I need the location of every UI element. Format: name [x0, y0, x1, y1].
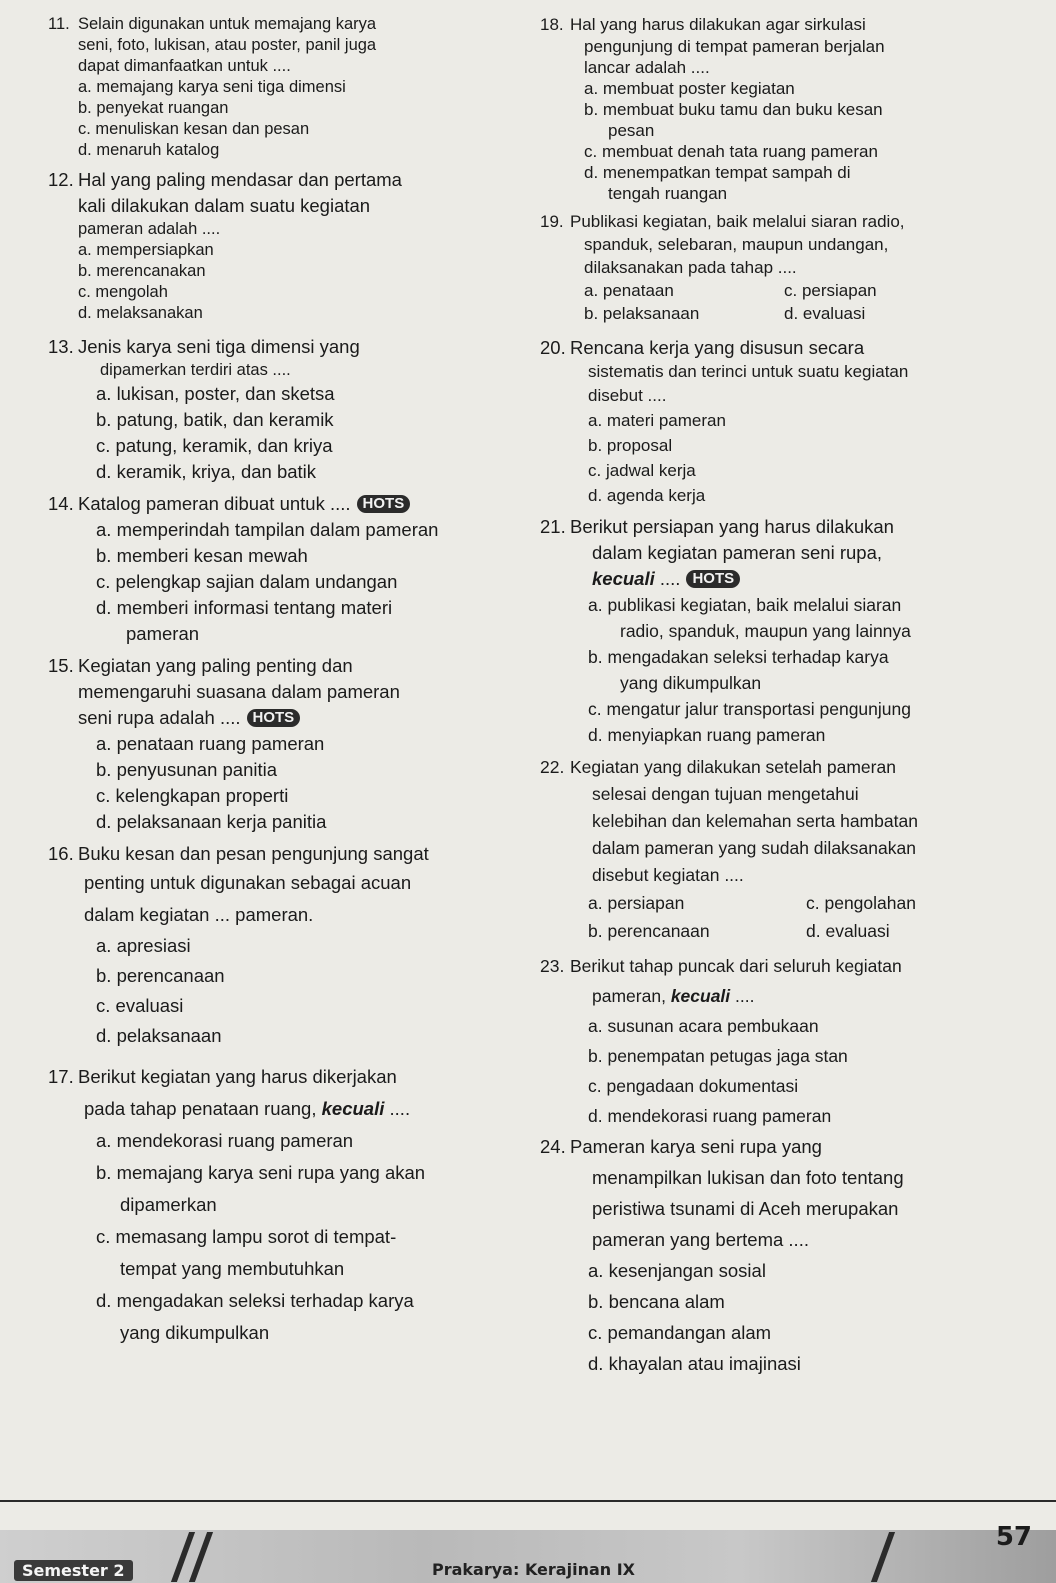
question-13	[48, 334, 518, 485]
question-text: pada tahap penataan ruang,	[84, 1098, 317, 1119]
question-number: 22.	[540, 757, 565, 777]
option-a: a. penataan	[584, 281, 674, 300]
question-text: peristiwa tsunami di Aceh merupakan	[592, 1198, 899, 1219]
question-text: Publikasi kegiatan, baik melalui siaran radio,	[570, 212, 905, 231]
question-number: 21.	[540, 516, 566, 537]
question-text: seni, foto, lukisan, atau poster, panil juga	[78, 36, 377, 54]
option-c: c. pelengkap sajian dalam undangan	[96, 571, 398, 592]
question-21	[540, 514, 1040, 748]
question-text: Berikut tahap puncak dari seluruh kegiatan	[570, 956, 902, 976]
option-c: c. pemandangan alam	[588, 1322, 772, 1343]
emphasis-kecuali: kecuali	[670, 986, 731, 1006]
hots-badge: HOTS	[247, 709, 301, 727]
option-d: d. memberi informasi tentang materi	[96, 597, 393, 618]
options-row-1	[540, 279, 1040, 302]
question-number: 18.	[540, 15, 564, 34]
option-a: a. penataan ruang pameran	[96, 733, 325, 754]
option-b: b. penyusunan panitia	[96, 759, 278, 780]
question-text: menampilkan lukisan dan foto tentang	[592, 1167, 904, 1188]
question-text: Berikut persiapan yang harus dilakukan	[570, 516, 894, 537]
emphasis-kecuali: kecuali	[321, 1098, 385, 1119]
question-text: dipamerkan terdiri atas ....	[100, 361, 291, 379]
option-b: b. mengadakan seleksi terhadap karya	[588, 647, 889, 667]
question-14	[48, 491, 518, 647]
option-b-continued: yang dikumpulkan	[620, 673, 762, 693]
option-c: c. mengatur jalur transportasi pengunjung	[588, 699, 911, 719]
question-text: dilaksanakan pada tahap ....	[584, 258, 797, 277]
option-d: d. agenda kerja	[588, 486, 706, 505]
option-c: c. mengolah	[78, 283, 168, 301]
question-text: Jenis karya seni tiga dimensi yang	[78, 336, 360, 357]
question-17	[48, 1061, 518, 1349]
option-c: c. pengolahan	[806, 893, 916, 913]
option-a: a. susunan acara pembukaan	[588, 1016, 819, 1036]
page-footer	[0, 1500, 1056, 1583]
question-text: Katalog pameran dibuat untuk ....	[78, 493, 351, 514]
option-a: a. membuat poster kegiatan	[584, 79, 795, 98]
option-c-continued: tempat yang membutuhkan	[120, 1258, 345, 1279]
question-number: 14.	[48, 493, 74, 514]
question-text: Berikut kegiatan yang harus dikerjakan	[78, 1066, 397, 1087]
option-d: d. pelaksanaan kerja panitia	[96, 811, 327, 832]
question-20	[540, 335, 1040, 508]
question-text: Hal yang paling mendasar dan pertama	[78, 169, 402, 190]
question-23	[540, 951, 1040, 1131]
question-22	[540, 754, 1040, 945]
option-b: b. membuat buku tamu dan buku kesan	[584, 100, 883, 119]
option-b: b. memberi kesan mewah	[96, 545, 308, 566]
option-c: c. pengadaan dokumentasi	[588, 1076, 799, 1096]
option-b: b. perencanaan	[96, 965, 225, 986]
option-d: d. menaruh katalog	[78, 141, 220, 159]
option-d-continued: tengah ruangan	[608, 184, 728, 203]
question-number: 23.	[540, 956, 565, 976]
option-a: a. persiapan	[588, 893, 685, 913]
option-d: d. mengadakan seleksi terhadap karya	[96, 1290, 414, 1311]
question-text: seni rupa adalah ....	[78, 707, 241, 728]
option-d: d. evaluasi	[806, 921, 890, 941]
question-number: 11.	[48, 15, 70, 33]
option-d: d. keramik, kriya, dan batik	[96, 461, 317, 482]
question-15	[48, 653, 518, 835]
option-b: b. merencanakan	[78, 262, 206, 280]
question-text: Pameran karya seni rupa yang	[570, 1136, 822, 1157]
question-number: 16.	[48, 843, 74, 864]
question-16	[48, 841, 518, 1051]
question-text: Selain digunakan untuk memajang karya	[78, 15, 377, 33]
option-d-continued: pameran	[126, 623, 200, 644]
option-b: b. penempatan petugas jaga stan	[588, 1046, 848, 1066]
option-c: c. patung, keramik, dan kriya	[96, 435, 333, 456]
option-d: d. mendekorasi ruang pameran	[588, 1106, 832, 1126]
question-text: Rencana kerja yang disusun secara	[570, 337, 865, 358]
option-b-continued: dipamerkan	[120, 1194, 217, 1215]
question-number: 12.	[48, 169, 74, 190]
question-text: penting untuk digunakan sebagai acuan	[84, 872, 412, 893]
options-row-2	[540, 302, 1040, 325]
question-text: spanduk, selebaran, maupun undangan,	[584, 235, 889, 254]
footer-divider	[0, 1500, 1056, 1502]
option-b-continued: pesan	[608, 121, 655, 140]
question-text: Kegiatan yang dilakukan setelah pameran	[570, 757, 896, 777]
question-text: dalam pameran yang sudah dilaksanakan	[592, 838, 916, 858]
question-text: lancar adalah ....	[584, 58, 710, 77]
question-18	[540, 14, 1040, 204]
question-text: Kegiatan yang paling penting dan	[78, 655, 353, 676]
option-d: d. menempatkan tempat sampah di	[584, 163, 851, 182]
option-a-continued: radio, spanduk, maupun yang lainnya	[620, 621, 911, 641]
question-number: 13.	[48, 336, 74, 357]
semester-label: Semester 2	[14, 1560, 133, 1581]
question-text: kelebihan dan kelemahan serta hambatan	[592, 811, 918, 831]
option-a: a. apresiasi	[96, 935, 191, 956]
question-text: kali dilakukan dalam suatu kegiatan	[78, 195, 371, 216]
question-number: 19.	[540, 212, 564, 231]
option-a: a. mendekorasi ruang pameran	[96, 1130, 354, 1151]
option-d-continued: yang dikumpulkan	[120, 1322, 270, 1343]
left-column	[48, 14, 518, 1349]
option-d: d. khayalan atau imajinasi	[588, 1353, 801, 1374]
option-a: a. publikasi kegiatan, baik melalui siaran	[588, 595, 902, 615]
option-c: c. membuat denah tata ruang pameran	[584, 142, 878, 161]
option-b: b. proposal	[588, 436, 673, 455]
subject-title: Prakarya: Kerajinan IX	[432, 1560, 635, 1579]
question-text: dalam kegiatan pameran seni rupa,	[592, 542, 883, 563]
question-text: pameran yang bertema ....	[592, 1229, 809, 1250]
question-text: Hal yang harus dilakukan agar sirkulasi	[570, 15, 866, 34]
question-19	[540, 210, 1040, 325]
question-number: 24.	[540, 1136, 566, 1157]
ellipsis: ....	[389, 1098, 411, 1119]
option-c: c. kelengkapan properti	[96, 785, 289, 806]
question-text: pameran adalah ....	[78, 220, 221, 238]
ellipsis: ....	[735, 986, 755, 1006]
option-b: b. bencana alam	[588, 1291, 725, 1312]
page-number: 57	[995, 1522, 1032, 1552]
question-number: 20.	[540, 337, 566, 358]
option-a: a. mempersiapkan	[78, 241, 214, 259]
question-number: 17.	[48, 1066, 74, 1087]
option-b: b. memajang karya seni rupa yang akan	[96, 1162, 426, 1183]
option-c: c. evaluasi	[96, 995, 184, 1016]
option-c: c. jadwal kerja	[588, 461, 696, 480]
option-d: d. menyiapkan ruang pameran	[588, 725, 826, 745]
right-column	[540, 14, 1040, 1379]
option-b: b. perencanaan	[588, 921, 710, 941]
question-text: dapat dimanfaatkan untuk ....	[78, 57, 291, 75]
option-b: b. patung, batik, dan keramik	[96, 409, 334, 430]
option-a: a. lukisan, poster, dan sketsa	[96, 383, 335, 404]
options-row-1	[540, 889, 1040, 917]
question-text: dalam kegiatan ... pameran.	[84, 904, 314, 925]
option-a: a. memperindah tampilan dalam pameran	[96, 519, 439, 540]
option-c: c. persiapan	[784, 281, 877, 300]
question-number: 15.	[48, 655, 74, 676]
hots-badge: HOTS	[357, 495, 411, 513]
question-text: memengaruhi suasana dalam pameran	[78, 681, 400, 702]
option-d: d. melaksanakan	[78, 304, 203, 322]
emphasis-kecuali: kecuali	[592, 568, 655, 589]
option-b: b. pelaksanaan	[584, 304, 700, 323]
question-text: disebut kegiatan ....	[592, 865, 744, 885]
question-text: sistematis dan terinci untuk suatu kegiatan	[588, 362, 909, 381]
option-d: d. evaluasi	[784, 304, 866, 323]
option-a: a. kesenjangan sosial	[588, 1260, 766, 1281]
option-c: c. menuliskan kesan dan pesan	[78, 120, 310, 138]
options-row-2	[540, 917, 1040, 945]
option-a: a. materi pameran	[588, 411, 726, 430]
option-b: b. penyekat ruangan	[78, 99, 229, 117]
question-text: selesai dengan tujuan mengetahui	[592, 784, 859, 804]
option-a: a. memajang karya seni tiga dimensi	[78, 78, 346, 96]
option-c: c. memasang lampu sorot di tempat-	[96, 1226, 397, 1247]
ellipsis: ....	[659, 568, 681, 589]
question-text: pengunjung di tempat pameran berjalan	[584, 37, 885, 56]
hots-badge: HOTS	[686, 570, 740, 588]
question-11	[48, 14, 518, 161]
question-24	[540, 1131, 1040, 1379]
question-text: pameran,	[592, 986, 666, 1006]
option-d: d. pelaksanaan	[96, 1025, 222, 1046]
question-12	[48, 167, 518, 324]
question-text: disebut ....	[588, 386, 667, 405]
question-text: Buku kesan dan pesan pengunjung sangat	[78, 843, 429, 864]
